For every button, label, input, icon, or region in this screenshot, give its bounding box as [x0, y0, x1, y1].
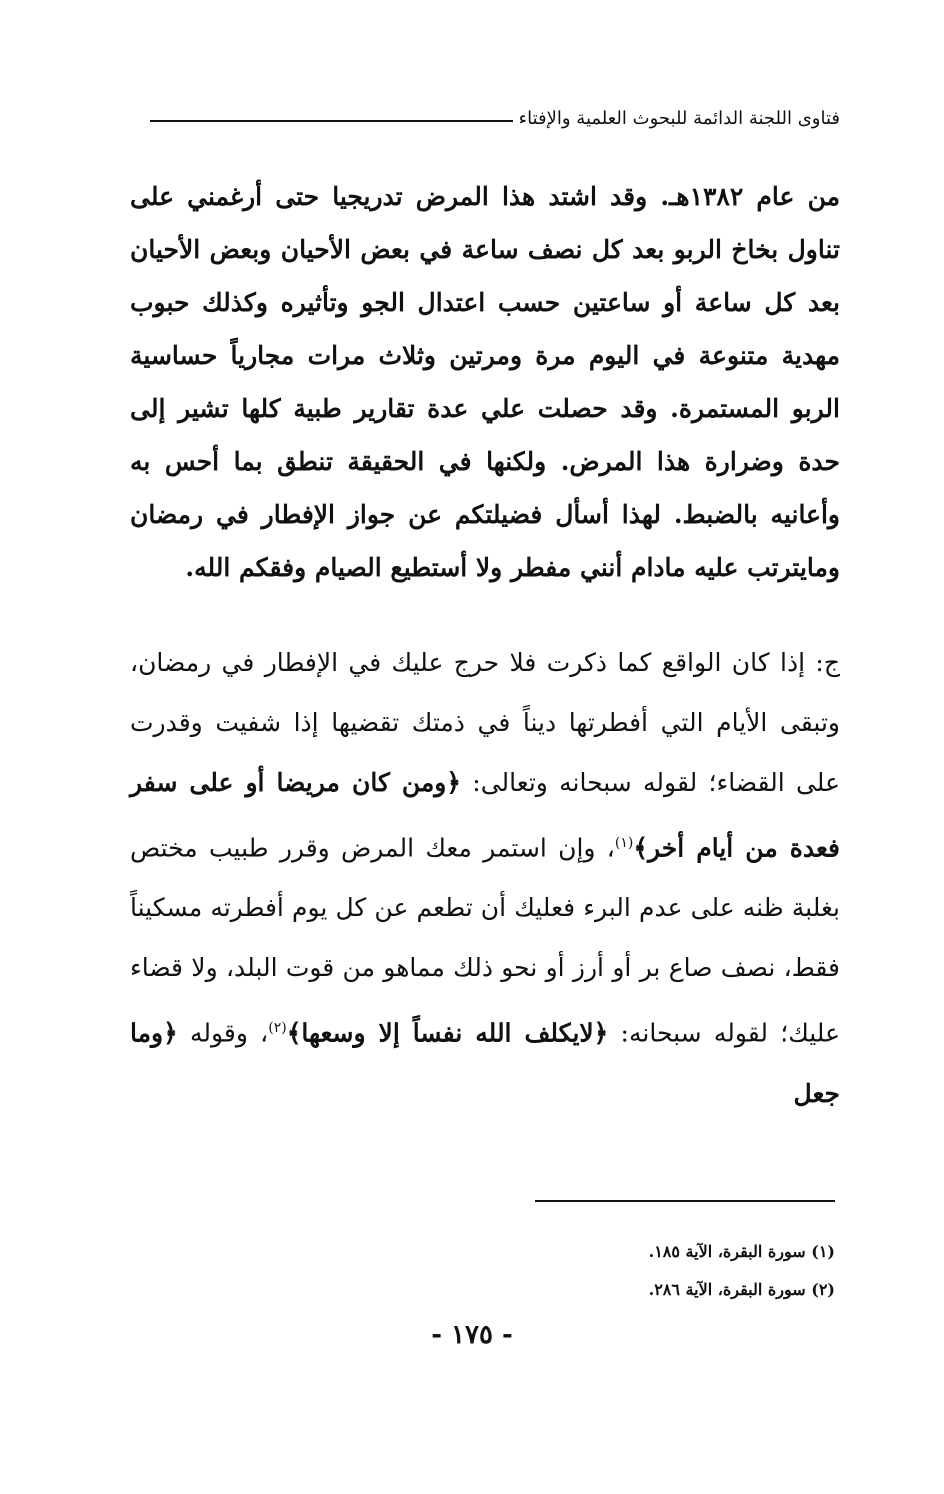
answer-text-1: ج: إذا كان الواقع كما ذكرت فلا حرج عليك في الإفطار في رمضان، وتبقى الأيام التي أفطرتها ديناً في ذمتك تقضيها إذا شفيت وقدرت على القضاء؛ لقوله سبحانه وتعالى:: [130, 648, 840, 797]
header-rule: [150, 120, 513, 122]
footnote-ref-1: (١): [614, 835, 634, 851]
page-number: - ١٧٥ -: [431, 1320, 513, 1350]
header-title: فتاوى اللجنة الدائمة للبحوث العلمية والإفتاء: [518, 108, 840, 129]
footnote-ref-2: (٢): [268, 1020, 287, 1037]
running-header: [150, 108, 840, 129]
footnotes: [520, 1233, 835, 1309]
quran-verse-2: ﴿لايكلف الله نفساً إلا وسعها﴾: [286, 1018, 609, 1048]
quran-verse-3: ﴿وما جعل: [130, 1018, 840, 1108]
answer-paragraph: [130, 633, 840, 1124]
answer-text-2: ، وإن استمر معك المرض وقرر طبيب مختص بغلبة ظنه على عدم البرء فعليك أن تطعم عن كل يوم أفطرته مسكيناً فقط، نصف صاع بر أو أرز أو نحو ذلك مماهو من قوت البلد، ولا قضاء عليك؛ لقوله سبحانه:: [130, 833, 841, 1048]
footnote-1: (١) سورة البقرة، الآية ١٨٥.: [648, 1242, 835, 1261]
question-paragraph: من عام ١٣٨٢هـ. وقد اشتد هذا المرض تدريجيا حتى أرغمني على تناول بخاخ الربو بعد كل نصف ساعة في بعض الأحيان وبعض الأحيان بعد كل ساعة أو ساعتين حسب اعتدال الجو وتأثيره وكذلك حبوب مهدية متنوعة في اليوم مرة ومرتين وثلاث مرات مجارياً حساسية الربو المستمرة. وقد حصلت علي عدة تقارير طبية كلها تشير إلى حدة وضرارة هذا المرض. ولكنها في الحقيقة تنطق بما أحس به وأعانيه بالضبط. لهذا أسأل فضيلتكم عن جواز الإفطار في رمضان ومايترتب عليه مادام أنني مفطر ولا أستطيع الصيام وفقكم الله.: [130, 182, 841, 582]
footnote-2: (٢) سورة البقرة، الآية ٢٨٦.: [648, 1280, 835, 1299]
answer-text-3: ، وقوله: [177, 1018, 269, 1048]
footnote-separator: [535, 1200, 835, 1202]
quran-verse-1: ﴿ومن كان مريضا أو على سفر فعدة من أيام أخر﴾: [130, 768, 840, 863]
